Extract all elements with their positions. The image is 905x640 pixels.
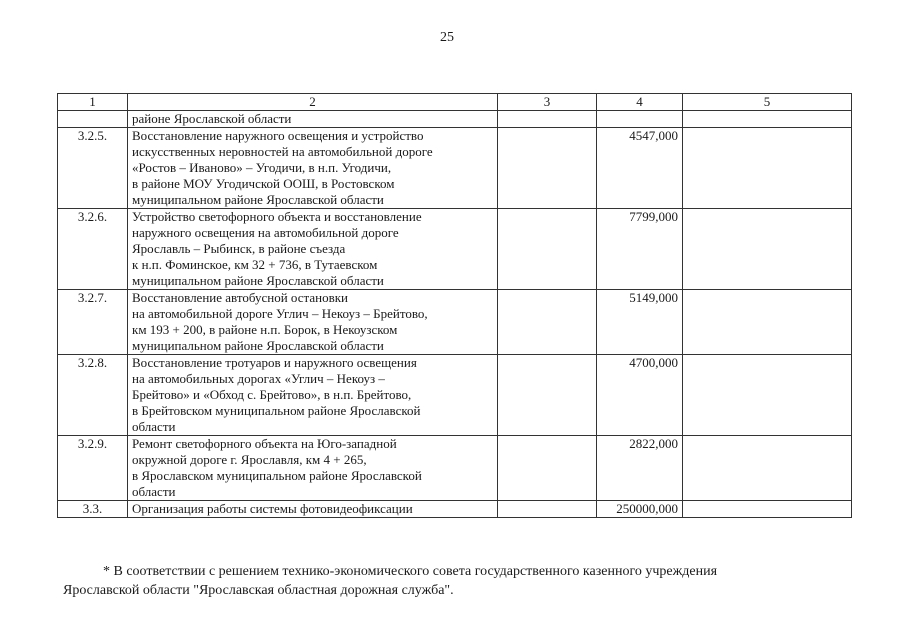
row-col-3 xyxy=(498,501,597,518)
table-row xyxy=(58,501,852,518)
description-line: км 193 + 200, в районе н.п. Борок, в Некоузском xyxy=(132,322,398,337)
table-row xyxy=(58,209,852,290)
description-line: на автомобильных дорогах «Углич – Некоуз – xyxy=(132,371,385,386)
header-row xyxy=(58,94,852,111)
row-amount: 2822,000 xyxy=(597,436,683,501)
table-row xyxy=(58,436,852,501)
row-number: 3.2.9. xyxy=(58,436,128,501)
header-col-4: 4 xyxy=(597,94,683,111)
table-row xyxy=(58,290,852,355)
row-description xyxy=(128,290,498,355)
row-number: 3.3. xyxy=(58,501,128,518)
row-description xyxy=(128,128,498,209)
row-description xyxy=(128,436,498,501)
description-line: Восстановление наружного освещения и устройство xyxy=(132,128,424,143)
description-line: на автомобильной дороге Углич – Некоуз – Брейтово, xyxy=(132,306,428,321)
description-line: Устройство светофорного объекта и восстановление xyxy=(132,209,422,224)
header-col-2: 2 xyxy=(128,94,498,111)
description-line: Ярославль – Рыбинск, в районе съезда xyxy=(132,241,346,256)
description-line: муниципальном районе Ярославской области xyxy=(132,338,384,353)
footnote-line-1: * В соответствии с решением технико-экономического совета государственного казенного учреждения xyxy=(103,564,718,579)
continuation-row xyxy=(58,111,852,128)
row-col-3 xyxy=(498,436,597,501)
row-amount: 5149,000 xyxy=(597,290,683,355)
row-col-5 xyxy=(683,355,852,436)
header-col-5: 5 xyxy=(683,94,852,111)
row-amount: 4547,000 xyxy=(597,128,683,209)
row-col-3 xyxy=(498,209,597,290)
description-line: муниципальном районе Ярославской области xyxy=(132,273,384,288)
description-line: искусственных неровностей на автомобильной дороге xyxy=(132,144,433,159)
description-line: области xyxy=(132,419,176,434)
row-number: 3.2.7. xyxy=(58,290,128,355)
row-col-5 xyxy=(683,290,852,355)
table-row xyxy=(58,128,852,209)
row-number: 3.2.6. xyxy=(58,209,128,290)
footnote-line-2: Ярославской области "Ярославская областная дорожная служба". xyxy=(63,583,454,598)
row-amount: 7799,000 xyxy=(597,209,683,290)
row-description xyxy=(128,501,498,518)
header-col-1: 1 xyxy=(58,94,128,111)
description-line: окружной дороге г. Ярославля, км 4 + 265, xyxy=(132,452,367,467)
description-line: «Ростов – Иваново» – Угодичи, в н.п. Угодичи, xyxy=(132,160,392,175)
row-col-3 xyxy=(498,290,597,355)
table-body xyxy=(58,111,852,518)
description-line: Восстановление тротуаров и наружного освещения xyxy=(132,355,417,370)
header-col-3: 3 xyxy=(498,94,597,111)
description-line: муниципальном районе Ярославской области xyxy=(132,192,384,207)
row-col-5 xyxy=(683,501,852,518)
row-col-5 xyxy=(683,128,852,209)
continuation-text: районе Ярославской области xyxy=(128,111,498,128)
row-col-3 xyxy=(498,128,597,209)
description-line: в Брейтовском муниципальном районе Ярославской xyxy=(132,403,421,418)
description-line: в Ярославском муниципальном районе Ярославской xyxy=(132,468,422,483)
description-line: Организация работы системы фотовидеофиксации xyxy=(132,501,413,516)
description-line: Ремонт светофорного объекта на Юго-западной xyxy=(132,436,397,451)
description-line: Восстановление автобусной остановки xyxy=(132,290,348,305)
page-number: 25 xyxy=(440,30,454,45)
row-col-3 xyxy=(498,355,597,436)
row-description xyxy=(128,209,498,290)
row-number: 3.2.8. xyxy=(58,355,128,436)
row-amount: 4700,000 xyxy=(597,355,683,436)
row-col-5 xyxy=(683,209,852,290)
row-amount: 250000,000 xyxy=(597,501,683,518)
description-line: наружного освещения на автомобильной дороге xyxy=(132,225,399,240)
table-row xyxy=(58,355,852,436)
description-line: Брейтово» и «Обход с. Брейтово», в н.п. Брейтово, xyxy=(132,387,412,402)
program-table xyxy=(57,93,852,518)
row-number: 3.2.5. xyxy=(58,128,128,209)
description-line: в районе МОУ Угодичской ООШ, в Ростовском xyxy=(132,176,395,191)
footnote xyxy=(63,562,853,600)
row-col-5 xyxy=(683,436,852,501)
description-line: к н.п. Фоминское, км 32 + 736, в Тутаевском xyxy=(132,257,378,272)
row-description xyxy=(128,355,498,436)
description-line: области xyxy=(132,484,176,499)
